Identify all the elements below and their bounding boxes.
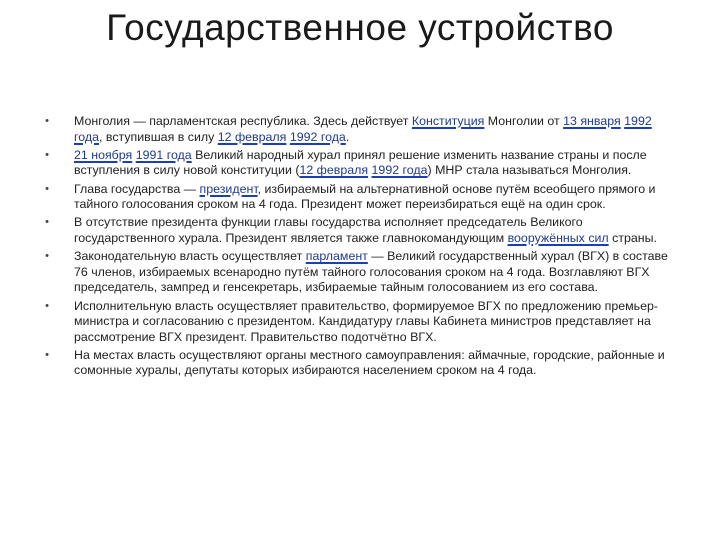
bullet-marker: • xyxy=(45,115,49,127)
bullet-item xyxy=(42,348,682,379)
bullet-item xyxy=(42,299,682,346)
bullet-text: Глава государства — xyxy=(74,181,200,196)
wiki-link[interactable]: парламент xyxy=(305,249,368,264)
bullet-text: , вступившая в силу xyxy=(99,129,218,144)
bullet-item xyxy=(42,148,682,179)
bullet-text: . xyxy=(345,129,350,144)
bullet-item xyxy=(42,215,682,246)
wiki-link[interactable]: 1992 года xyxy=(74,114,652,144)
bullet-item xyxy=(42,182,682,213)
bullet-marker: • xyxy=(45,148,49,161)
wiki-link[interactable]: 1992 года xyxy=(371,163,428,178)
bullet-item xyxy=(42,114,682,145)
bullet-marker: • xyxy=(45,299,49,312)
bullet-text: Великий народный хурал принял решение изменить название страны и после вступления в силу новой конституции ( xyxy=(74,147,647,178)
bullet-text: Исполнительную власть осуществляет правительство, формируемое ВГХ по предложению премьер-министра и согласованию с президентом. Кандидатуру главы Кабинета министров представляет на рассмотрение ВГХ президент. Правительство подотчётно ВГХ. xyxy=(74,298,659,344)
bullet-marker: • xyxy=(45,348,49,361)
wiki-link[interactable]: 21 ноября xyxy=(74,147,133,162)
wiki-link[interactable]: 12 февраля xyxy=(299,163,369,178)
bullet-text: Монголии от xyxy=(484,114,564,128)
wiki-link[interactable]: вооружённых сил xyxy=(507,230,609,245)
bullet-list xyxy=(42,114,682,382)
wiki-link[interactable]: Конституция xyxy=(411,114,485,128)
bullet-marker: • xyxy=(45,182,49,195)
bullet-text: На местах власть осуществляют органы местного самоуправления: аймачные, городские, районные и сомонные хуралы, депутаты которых избираются населением сроком на 4 года. xyxy=(74,347,665,378)
bullet-marker: • xyxy=(45,216,49,229)
wiki-link[interactable]: президент xyxy=(199,181,258,196)
bullet-text: ) МНР стала называться Монголия. xyxy=(427,163,632,178)
bullet-marker: • xyxy=(45,250,49,263)
wiki-link[interactable]: 13 января xyxy=(563,114,621,128)
bullet-text: , избираемый на альтернативной основе путём всеобщего прямого и тайного голосования сроком на 4 года. Президент может переизбираться ещё на один срок. xyxy=(74,181,656,212)
bullet-text: Законодательную власть осуществляет xyxy=(74,249,306,264)
bullet-text: В отсутствие президента функции главы государства исполняет председатель Великого государственного хурала. Президент является также главнокомандующим xyxy=(74,215,583,245)
bullet-text: страны. xyxy=(608,230,657,245)
bullet-text: Монголия — парламентская республика. Здесь действует xyxy=(74,114,412,128)
bullet-text: — Великий государственный хурал (ВГХ) в составе 76 членов, избираемых всенародно путём тайного голосования сроком на 4 года. Возглавляют ВГХ председатель, зампред и генсекретарь, избираемые тайным голосованием из его состава. xyxy=(74,249,668,295)
wiki-link[interactable]: 1991 года xyxy=(135,147,192,162)
wiki-link[interactable]: 12 февраля xyxy=(217,129,287,144)
slide-title: Государственное устройство xyxy=(106,7,614,48)
bullet-item xyxy=(42,249,682,296)
wiki-link[interactable]: 1992 года xyxy=(289,129,346,144)
